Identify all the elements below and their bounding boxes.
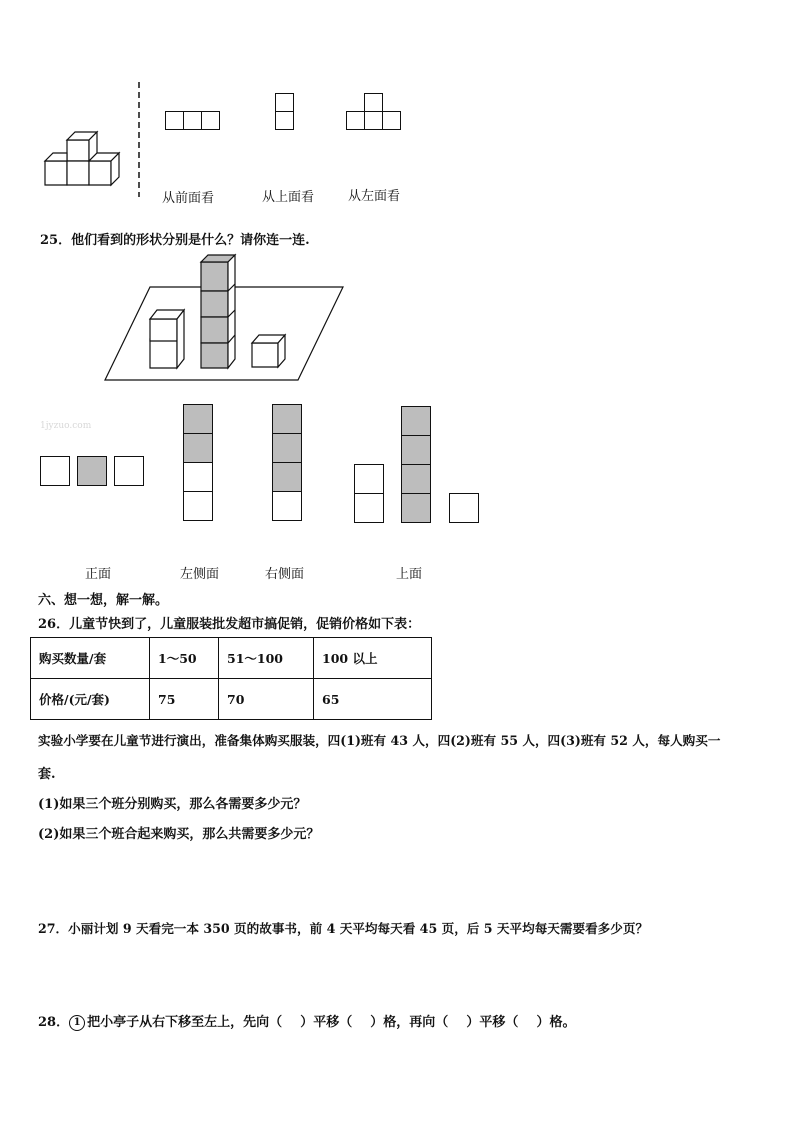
left-view-square — [364, 111, 383, 130]
cube-stack-3d-figure — [40, 125, 130, 195]
section-6-title: 六、想一想，解一解。 — [38, 593, 169, 608]
front-view-square — [165, 111, 184, 130]
label-left-side: 左侧面 — [180, 567, 220, 582]
option-square — [183, 491, 213, 521]
table-row — [31, 638, 432, 679]
circled-number: 1 — [69, 1015, 85, 1031]
option-square-gray — [183, 404, 213, 434]
view-label-front: 从前面看 — [162, 191, 215, 206]
price-table — [30, 637, 432, 720]
option-square — [114, 456, 144, 486]
option-square — [354, 464, 384, 494]
question-27-text: 27．小丽计划 9 天看完一本 350 页的故事书，前 4 天平均每天看 45 页，后 5 天平均每天需要看多少页？ — [38, 921, 649, 936]
option-square — [354, 493, 384, 523]
left-view-square — [364, 93, 383, 112]
question-26-title: 26．儿童节快到了，儿童服装批发超市搞促销，促销价格如下表： — [38, 617, 421, 632]
cube-towers-3d-figure — [100, 255, 350, 385]
question-25-title: 25．他们看到的形状分别是什么？请你连一连. — [40, 233, 310, 248]
front-view-square — [183, 111, 202, 130]
question-26-text: 实验小学要在儿童节进行演出，准备集体购买服装，四(1)班有 43 人，四(2)班有 55 人，四(3)班有 52 人，每人购买一 — [38, 733, 721, 748]
option-square-gray — [272, 433, 302, 463]
label-front: 正面 — [85, 567, 112, 582]
table-cell: 51～100 — [219, 638, 314, 679]
option-square-gray — [272, 404, 302, 434]
table-cell: 75 — [150, 679, 219, 720]
front-view-square — [201, 111, 220, 130]
option-square-gray — [401, 493, 431, 523]
question-28-number: 28． — [38, 1015, 70, 1030]
view-label-top: 从上面看 — [262, 190, 315, 205]
question-28-text — [38, 1011, 576, 1031]
option-square — [40, 456, 70, 486]
option-square-gray — [401, 406, 431, 436]
label-top: 上面 — [396, 567, 423, 582]
question-28-body: 把小亭子从右下移至左上，先向（ ）平移（ ）格，再向（ ）平移（ ）格。 — [87, 1015, 576, 1030]
dashed-divider — [137, 82, 141, 197]
table-cell: 购买数量/套 — [31, 638, 150, 679]
table-cell: 65 — [314, 679, 432, 720]
option-square — [449, 493, 479, 523]
question-26-text-cont: 套. — [38, 767, 56, 782]
table-cell: 100 以上 — [314, 638, 432, 679]
view-label-left: 从左面看 — [348, 189, 401, 204]
option-square-gray — [183, 433, 213, 463]
left-view-square — [346, 111, 365, 130]
question-26-sub-2: (2)如果三个班合起来购买，那么共需要多少元？ — [38, 827, 320, 842]
option-square-gray — [401, 464, 431, 494]
left-view-square — [382, 111, 401, 130]
option-square-gray — [272, 462, 302, 492]
table-row — [31, 679, 432, 720]
top-view-square — [275, 93, 294, 112]
watermark: 1jyzuo.com — [40, 421, 92, 431]
option-square-gray — [401, 435, 431, 465]
table-cell: 1～50 — [150, 638, 219, 679]
label-right-side: 右侧面 — [265, 567, 305, 582]
top-view-square — [275, 111, 294, 130]
table-cell: 70 — [219, 679, 314, 720]
option-square-gray — [77, 456, 107, 486]
option-square — [183, 462, 213, 492]
table-cell: 价格/(元/套) — [31, 679, 150, 720]
question-26-sub-1: (1)如果三个班分别购买，那么各需要多少元？ — [38, 797, 307, 812]
option-square — [272, 491, 302, 521]
